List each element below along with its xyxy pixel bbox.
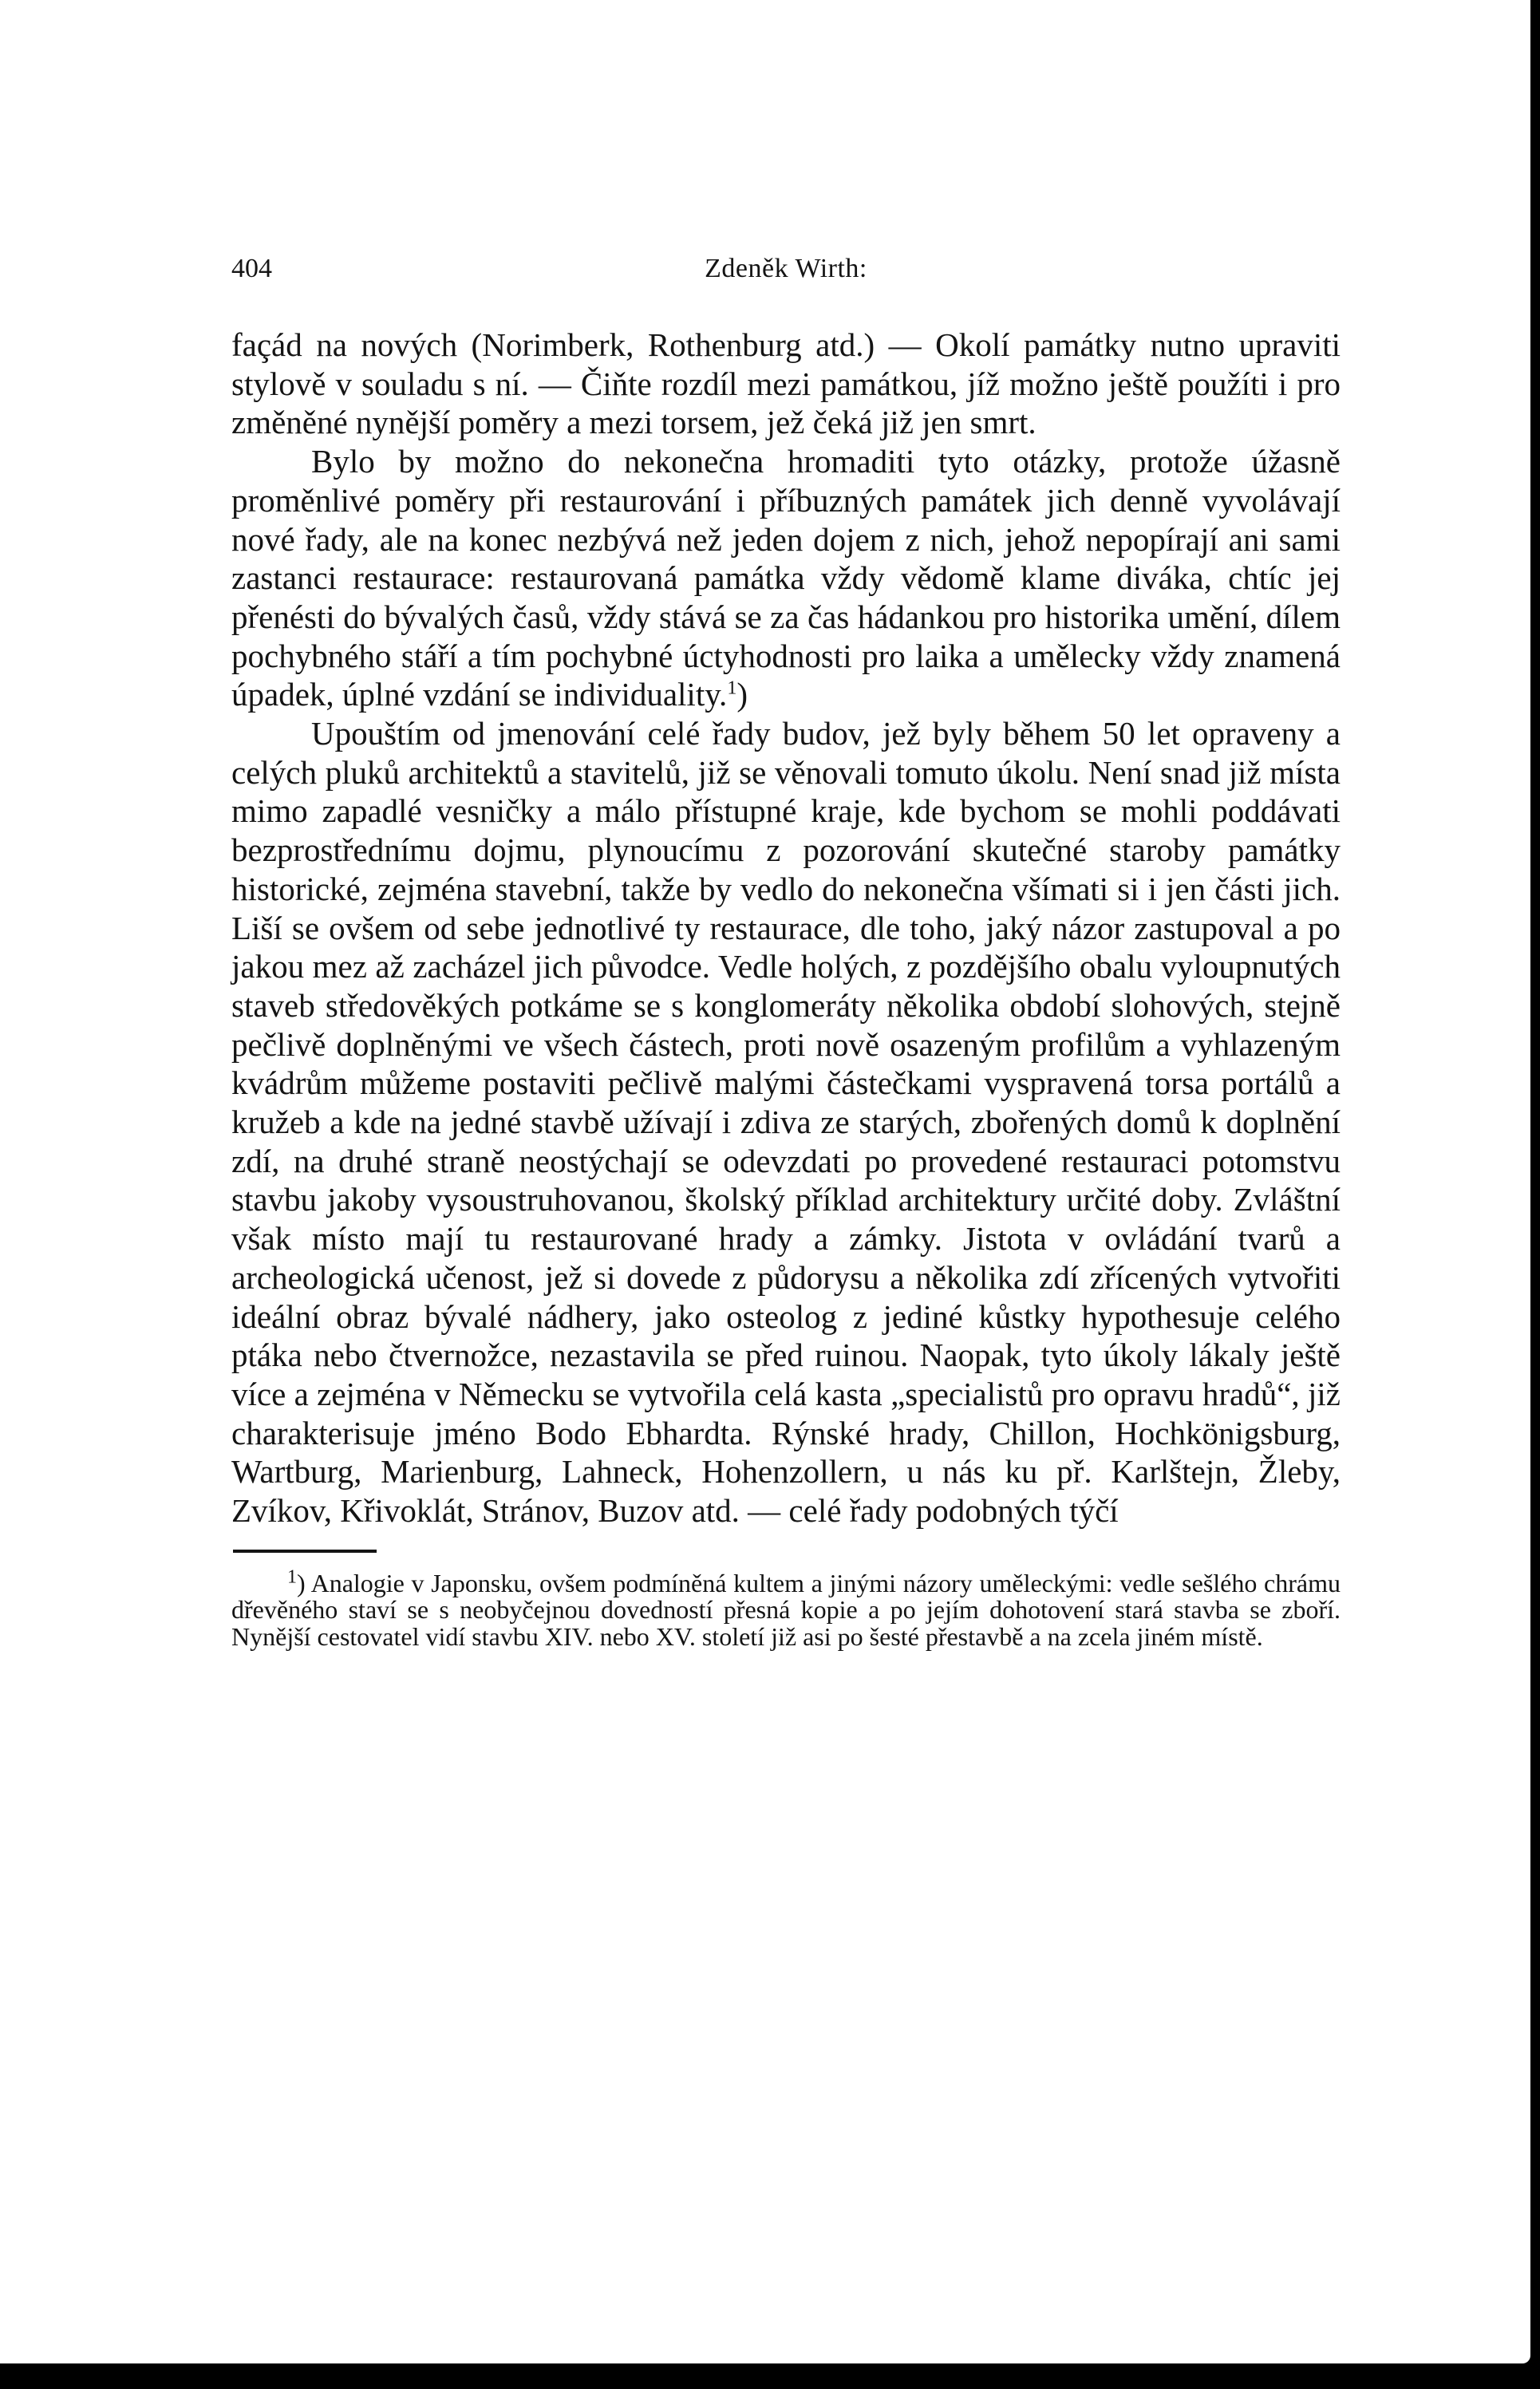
footnote-text: Analogie v Japonsku, ovšem podmíněná kultem a jinými názory uměleckými: vedle sešlého chrámu dřevěného staví se s neobyčejnou dovedností přesná kopie a po jejím dohotovení stará stavba se zboří. Nynější cestovatel vidí stavbu XIV. nebo XV. století již asi po šesté přestavbě a na zcela jiném místě. [231, 1568, 1341, 1651]
body-text [231, 326, 1341, 1530]
footnote-marker-paren: ) [297, 1568, 306, 1597]
paragraph-3: Upouštím od jmenování celé řady budov, jež byly během 50 let opraveny a celých pluků architektů a stavitelů, již se věnovali tomuto úkolu. Není snad již místa mimo zapadlé vesničky a málo přístupné kraje, kde bychom se mohli poddávati bezprostřednímu dojmu, plynoucímu z pozorování skutečné staroby památky historické, zejména stavební, takže by vedlo do nekonečna všímati si i jen části jich. Liší se ovšem od sebe jednotlivé ty restaurace, dle toho, jaký názor zastupoval a po jakou mez až zacházel jich původce. Vedle holých, z pozdějšího obalu vyloupnutých staveb středověkých potkáme se s konglomeráty několika období slohových, stejně pečlivě doplněnými ve všech částech, proti nově osazeným profilům a vyhlazeným kvádrům můžeme postaviti pečlivě malými částečkami vyspravená torsa portálů a kružeb a kde na jedné stavbě užívají i zdiva ze starých, zbořených domů k doplnění zdí, na druhé straně neostýchají se odevzdati po provedené restauraci potomstvu stavbu jakoby vysoustruhovanou, školský příklad architektury určité doby. Zvláštní však místo mají tu restaurované hrady a zámky. Jistota v ovládání tvarů a archeologická učenost, jež si dovede z půdorysu a několika zdí zřícených vytvořiti ideální obraz bývalé nádhery, jako osteolog z jediné kůstky hypothesuje celého ptáka nebo čtvernožce, nezastavila se před ruinou. Naopak, tyto úkoly lákaly ještě více a zejména v Německu se vytvořila celá kasta „specialistů pro opravu hradů“, již charakterisuje jméno Bodo Ebhardta. Rýnské hrady, Chillon, Hochkönigsburg, Wartburg, Marienburg, Lahneck, Hohenzollern, u nás ku př. Karlštejn, Žleby, Zvíkov, Křivoklát, Stránov, Buzov atd. — celé řady podobných týčí [231, 715, 1341, 1530]
footnote-marker: 1 [287, 1566, 297, 1588]
footnote-divider [233, 1550, 377, 1553]
paragraph-2-text: Bylo by možno do nekonečna hromaditi tyto otázky, protože úžasně proměnlivé poměry při restaurování i příbuzných památek jich denně vyvolávají nové řady, ale na konec nezbývá než jeden dojem z nich, jehož nepopírají ani sami zastanci restaurace: restaurovaná památka vždy vědomě klame diváka, chtíc jej přenésti do bývalých časů, vždy stává se za čas hádankou pro historika umění, dílem pochybného stáří a tím pochybné úctyhodnosti pro laika a umělecky vždy znamená úpadek, úplné vzdání se individuality. [231, 443, 1341, 713]
footnotes [231, 1566, 1341, 1651]
footnote-reference: 1 [727, 677, 737, 699]
running-title: Zdeněk Wirth: [705, 254, 867, 283]
footnote-reference-paren: ) [736, 676, 748, 713]
running-head [231, 246, 1341, 294]
paragraph-2 [231, 442, 1341, 714]
page-content [231, 246, 1341, 1650]
paragraph-1: façád na nových (Norimberk, Rothenburg atd.) — Okolí památky nutno upraviti stylově v souladu s ní. — Čiňte rozdíl mezi památkou, jíž možno ještě použíti i pro změněné nynější poměry a mezi torsem, jež čeká již jen smrt. [231, 326, 1341, 441]
footnote-1 [231, 1566, 1341, 1651]
page-number: 404 [231, 254, 272, 283]
